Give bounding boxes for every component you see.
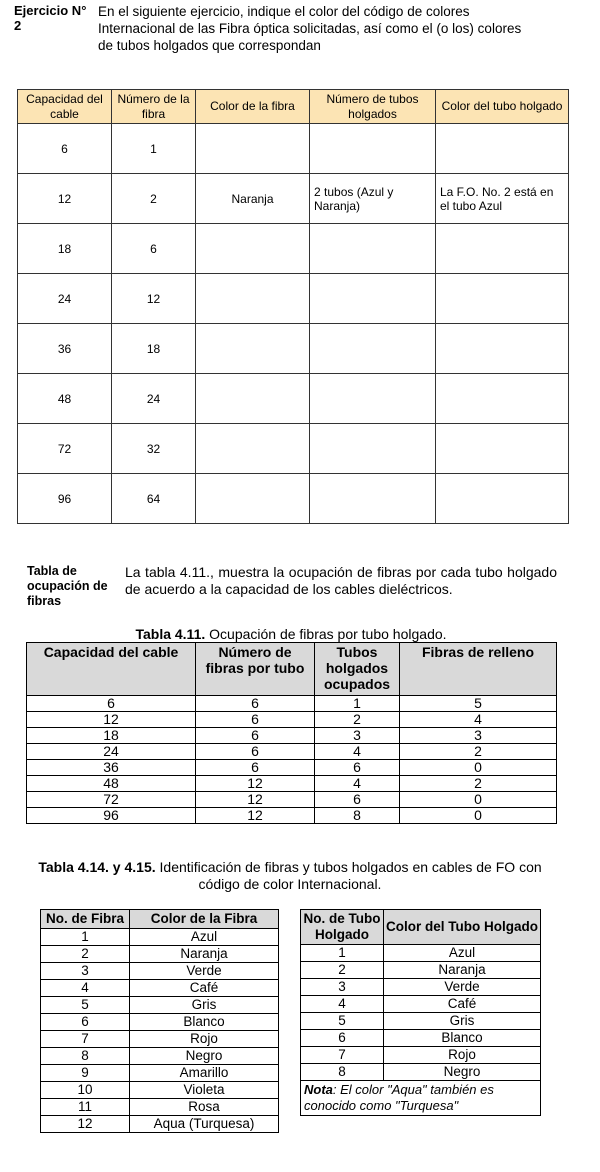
table-cell: 72	[18, 424, 112, 474]
table-cell: 6	[196, 696, 315, 712]
column-header: Capacidad del cable	[18, 90, 112, 124]
table-cell: 6	[315, 792, 400, 808]
column-header: Color del Tubo Holgado	[384, 910, 541, 945]
table-cell: Blanco	[384, 1030, 541, 1047]
exercise-label: Ejercicio N° 2	[14, 3, 87, 33]
table-cell: Naranja	[130, 946, 279, 963]
table-cell: 6	[41, 1014, 130, 1031]
caption-bold: Tabla 4.11.	[135, 626, 206, 642]
table-row	[301, 962, 541, 979]
table-cell: Rosa	[130, 1099, 279, 1116]
table-row	[41, 1099, 279, 1116]
table-row	[301, 1013, 541, 1030]
table-cell: Azul	[130, 929, 279, 946]
table-cell: Gris	[130, 997, 279, 1014]
table-cell: 6	[196, 760, 315, 776]
exercise-instructions: En el siguiente ejercicio, indique el color del código de colores Internacional de las Fibra óptica solicitadas, así como el (o los) colores de tubos holgados que correspondan	[98, 4, 522, 53]
table-4-14-caption	[20, 859, 560, 893]
table-cell: 12	[196, 792, 315, 808]
table-cell: 24	[27, 744, 196, 760]
table-cell: Naranja	[384, 962, 541, 979]
table-cell: 0	[400, 760, 557, 776]
table-cell: La F.O. No. 2 está en el tubo Azul	[436, 174, 569, 224]
table-cell: Verde	[384, 979, 541, 996]
table-row	[27, 808, 557, 824]
table-cell: Blanco	[130, 1014, 279, 1031]
table-cell	[310, 224, 436, 274]
table-row	[18, 474, 569, 524]
table-cell: 11	[41, 1099, 130, 1116]
table-row	[18, 274, 569, 324]
table-cell	[436, 374, 569, 424]
table-cell: 7	[301, 1047, 384, 1064]
section-label: Tabla de ocupación de fibras	[27, 564, 108, 608]
column-header: No. de Tubo Holgado	[301, 910, 384, 945]
table-cell: Verde	[130, 963, 279, 980]
table-cell: 96	[18, 474, 112, 524]
table-row	[27, 792, 557, 808]
table-row	[18, 124, 569, 174]
table-cell: 2	[315, 712, 400, 728]
table-note	[301, 1081, 541, 1116]
column-header: Número de tubos holgados	[310, 90, 436, 124]
occupancy-table-body	[27, 696, 557, 824]
table-cell: 72	[27, 792, 196, 808]
table-cell: 32	[112, 424, 196, 474]
exercise-table-body	[18, 124, 569, 524]
table-cell: 1	[41, 929, 130, 946]
table-cell	[310, 324, 436, 374]
table-cell: 5	[400, 696, 557, 712]
caption-text: Ocupación de fibras por tubo holgado.	[205, 626, 447, 642]
section-intro-text: La tabla 4.11., muestra la ocupación de fibras por cada tubo holgado de acuerdo a la capacidad de los cables dieléctricos.	[125, 564, 557, 597]
table-cell: 12	[18, 174, 112, 224]
table-cell: 12	[196, 776, 315, 792]
table-cell: 3	[400, 728, 557, 744]
table-cell: 6	[27, 696, 196, 712]
table-cell: 48	[18, 374, 112, 424]
tube-color-table-header	[301, 910, 541, 945]
table-row	[41, 963, 279, 980]
tube-color-table	[300, 909, 541, 1116]
table-cell	[436, 274, 569, 324]
table-row	[41, 1014, 279, 1031]
table-cell: 2	[400, 776, 557, 792]
table-cell: 2	[112, 174, 196, 224]
table-cell: 8	[301, 1064, 384, 1081]
table-cell: Gris	[384, 1013, 541, 1030]
table-cell: 6	[315, 760, 400, 776]
table-cell: 12	[112, 274, 196, 324]
caption-bold: Tabla 4.14. y 4.15.	[38, 859, 156, 875]
table-cell	[196, 424, 310, 474]
table-cell	[310, 274, 436, 324]
table-cell	[310, 374, 436, 424]
table-row	[27, 696, 557, 712]
fiber-color-table	[40, 909, 279, 1133]
table-row	[27, 712, 557, 728]
table-cell: 2	[301, 962, 384, 979]
table-row	[27, 744, 557, 760]
table-cell: 4	[400, 712, 557, 728]
table-row	[18, 324, 569, 374]
table-cell: 1	[112, 124, 196, 174]
table-cell: 64	[112, 474, 196, 524]
table-cell: 6	[301, 1030, 384, 1047]
table-cell: 6	[18, 124, 112, 174]
table-cell: 10	[41, 1082, 130, 1099]
table-cell: Naranja	[196, 174, 310, 224]
table-cell: Negro	[384, 1064, 541, 1081]
table-cell: 36	[18, 324, 112, 374]
table-cell	[196, 124, 310, 174]
table-4-11-caption	[26, 626, 556, 642]
exercise-table	[17, 89, 569, 524]
table-cell	[196, 274, 310, 324]
table-cell	[436, 324, 569, 374]
table-cell: 8	[315, 808, 400, 824]
table-row	[301, 945, 541, 962]
fiber-color-table-body	[41, 929, 279, 1133]
table-cell: 0	[400, 808, 557, 824]
table-row	[41, 1048, 279, 1065]
table-cell: 12	[41, 1116, 130, 1133]
table-row	[18, 424, 569, 474]
table-cell	[436, 124, 569, 174]
table-cell: 12	[27, 712, 196, 728]
column-header: Capacidad del cable	[27, 643, 196, 696]
table-cell: 6	[112, 224, 196, 274]
table-cell: 4	[301, 996, 384, 1013]
table-cell: 6	[196, 712, 315, 728]
table-cell: 3	[41, 963, 130, 980]
exercise-table-header	[18, 90, 569, 124]
table-cell: 8	[41, 1048, 130, 1065]
table-cell: 5	[301, 1013, 384, 1030]
table-cell: 4	[41, 980, 130, 997]
fiber-color-table-header	[41, 910, 279, 929]
table-cell: Café	[384, 996, 541, 1013]
table-row	[41, 1065, 279, 1082]
table-row	[41, 980, 279, 997]
column-header: Fibras de relleno	[400, 643, 557, 696]
table-cell	[436, 474, 569, 524]
table-cell	[196, 374, 310, 424]
table-cell	[310, 424, 436, 474]
table-cell: 96	[27, 808, 196, 824]
table-cell: 36	[27, 760, 196, 776]
table-cell: 12	[196, 808, 315, 824]
table-row	[301, 1047, 541, 1064]
note-text: : El color "Aqua" también es conocido como "Turquesa"	[304, 1082, 494, 1113]
table-cell	[310, 474, 436, 524]
table-row	[41, 929, 279, 946]
caption-text: Identificación de fibras y tubos holgados en cables de FO con código de color Internacional.	[155, 859, 542, 892]
table-cell: Violeta	[130, 1082, 279, 1099]
table-cell	[196, 474, 310, 524]
table-row	[41, 1116, 279, 1133]
table-cell: 2 tubos (Azul y Naranja)	[310, 174, 436, 224]
column-header: Número de fibras por tubo	[196, 643, 315, 696]
table-cell: Rojo	[384, 1047, 541, 1064]
occupancy-table-header	[27, 643, 557, 696]
column-header: Color del tubo holgado	[436, 90, 569, 124]
table-cell	[310, 124, 436, 174]
table-cell: 24	[112, 374, 196, 424]
table-cell: 3	[315, 728, 400, 744]
table-cell: 2	[400, 744, 557, 760]
table-row	[18, 174, 569, 224]
table-cell	[436, 424, 569, 474]
table-cell: Negro	[130, 1048, 279, 1065]
table-cell	[436, 224, 569, 274]
column-header: No. de Fibra	[41, 910, 130, 929]
table-row	[41, 997, 279, 1014]
note-bold: Nota	[304, 1082, 333, 1097]
table-cell: 4	[315, 776, 400, 792]
table-row	[27, 776, 557, 792]
table-cell: 7	[41, 1031, 130, 1048]
table-row	[41, 946, 279, 963]
table-row	[18, 224, 569, 274]
table-cell: Café	[130, 980, 279, 997]
table-row	[41, 1031, 279, 1048]
table-cell: 5	[41, 997, 130, 1014]
table-cell: 4	[315, 744, 400, 760]
table-cell: 2	[41, 946, 130, 963]
table-cell: 18	[27, 728, 196, 744]
table-cell: 18	[18, 224, 112, 274]
table-cell: 1	[315, 696, 400, 712]
table-row	[301, 979, 541, 996]
table-row	[301, 1030, 541, 1047]
table-cell: Amarillo	[130, 1065, 279, 1082]
table-cell	[196, 224, 310, 274]
column-header: Color de la Fibra	[130, 910, 279, 929]
occupancy-table	[26, 642, 557, 824]
table-cell: 24	[18, 274, 112, 324]
table-cell: 6	[196, 744, 315, 760]
column-header: Tubos holgados ocupados	[315, 643, 400, 696]
table-row	[301, 1064, 541, 1081]
table-cell: 3	[301, 979, 384, 996]
table-cell: 18	[112, 324, 196, 374]
column-header: Color de la fibra	[196, 90, 310, 124]
table-cell: Aqua (Turquesa)	[130, 1116, 279, 1133]
tube-color-table-body	[301, 945, 541, 1081]
table-cell: Azul	[384, 945, 541, 962]
table-cell: 0	[400, 792, 557, 808]
table-cell: Rojo	[130, 1031, 279, 1048]
table-cell: 9	[41, 1065, 130, 1082]
table-cell	[196, 324, 310, 374]
table-cell: 48	[27, 776, 196, 792]
column-header: Número de la fibra	[112, 90, 196, 124]
table-row	[18, 374, 569, 424]
table-row	[27, 760, 557, 776]
table-row	[27, 728, 557, 744]
table-cell: 6	[196, 728, 315, 744]
table-row	[301, 996, 541, 1013]
table-cell: 1	[301, 945, 384, 962]
table-row	[41, 1082, 279, 1099]
